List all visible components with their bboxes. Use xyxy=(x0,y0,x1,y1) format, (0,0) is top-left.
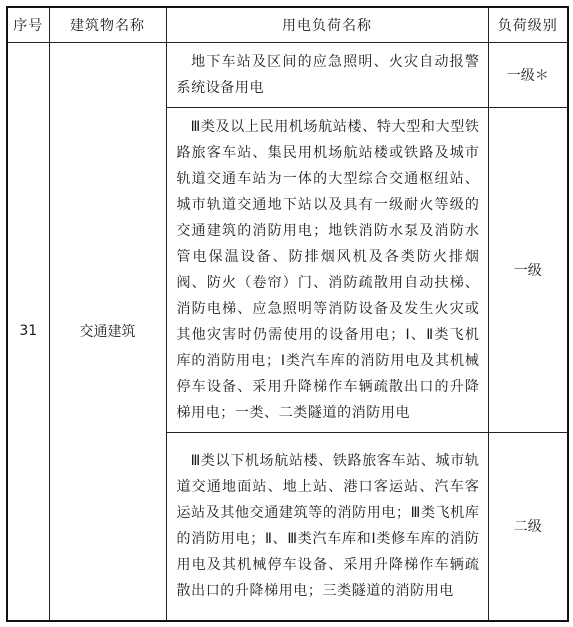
load-description-text: Ⅲ类及以上民用机场航站楼、特大型和大型铁路旅客车站、集民用机场航站楼或铁路及城市轨道交通车站为一体的大型综合交通枢纽站、城市轨道交通地下站以及具有一级耐火等级的交通建筑的消防用电；地铁消防水泵及消防水管电保温设备、防排烟风机及各类防火排烟阀、防火（卷帘）门、消防疏散用自动扶梯、消防电梯、应急照明等消防设备及发生火灾或其他灾害时仍需使用的设备用电；Ⅰ、Ⅱ类飞机库的消防用电；Ⅰ类汽车库的消防用电及其机械停车设备、采用升降梯作车辆疏散出口的升降梯用电；一类、二类隧道的消防用电 xyxy=(176,119,480,421)
load-level: 一级＊ xyxy=(488,43,568,108)
load-description xyxy=(166,108,488,433)
header-load-name: 用电负荷名称 xyxy=(166,7,488,43)
load-level: 一级 xyxy=(488,108,568,433)
load-description xyxy=(166,43,488,108)
load-description xyxy=(166,433,488,621)
table-header-row xyxy=(7,7,568,43)
table-row xyxy=(7,43,568,108)
header-building-name: 建筑物名称 xyxy=(49,7,166,43)
header-load-level: 负荷级别 xyxy=(488,7,568,43)
row-seq: 31 xyxy=(7,43,49,621)
load-description-text: 地下车站及区间的应急照明、火灾自动报警系统设备用电 xyxy=(176,54,480,96)
header-seq: 序号 xyxy=(7,7,49,43)
row-building-name: 交通建筑 xyxy=(49,43,166,621)
load-level: 二级 xyxy=(488,433,568,621)
load-classification-table xyxy=(6,6,569,622)
load-description-text: Ⅲ类以下机场航站楼、铁路旅客车站、城市轨道交通地面站、地上站、港口客运站、汽车客运站及其他交通建筑等的消防用电；Ⅲ类飞机库的消防用电；Ⅱ、Ⅲ类汽车库和Ⅰ类修车库的消防用电及其机械停车设备、采用升降梯作车辆疏散出口的升降梯用电；三类隧道的消防用电 xyxy=(176,453,480,600)
